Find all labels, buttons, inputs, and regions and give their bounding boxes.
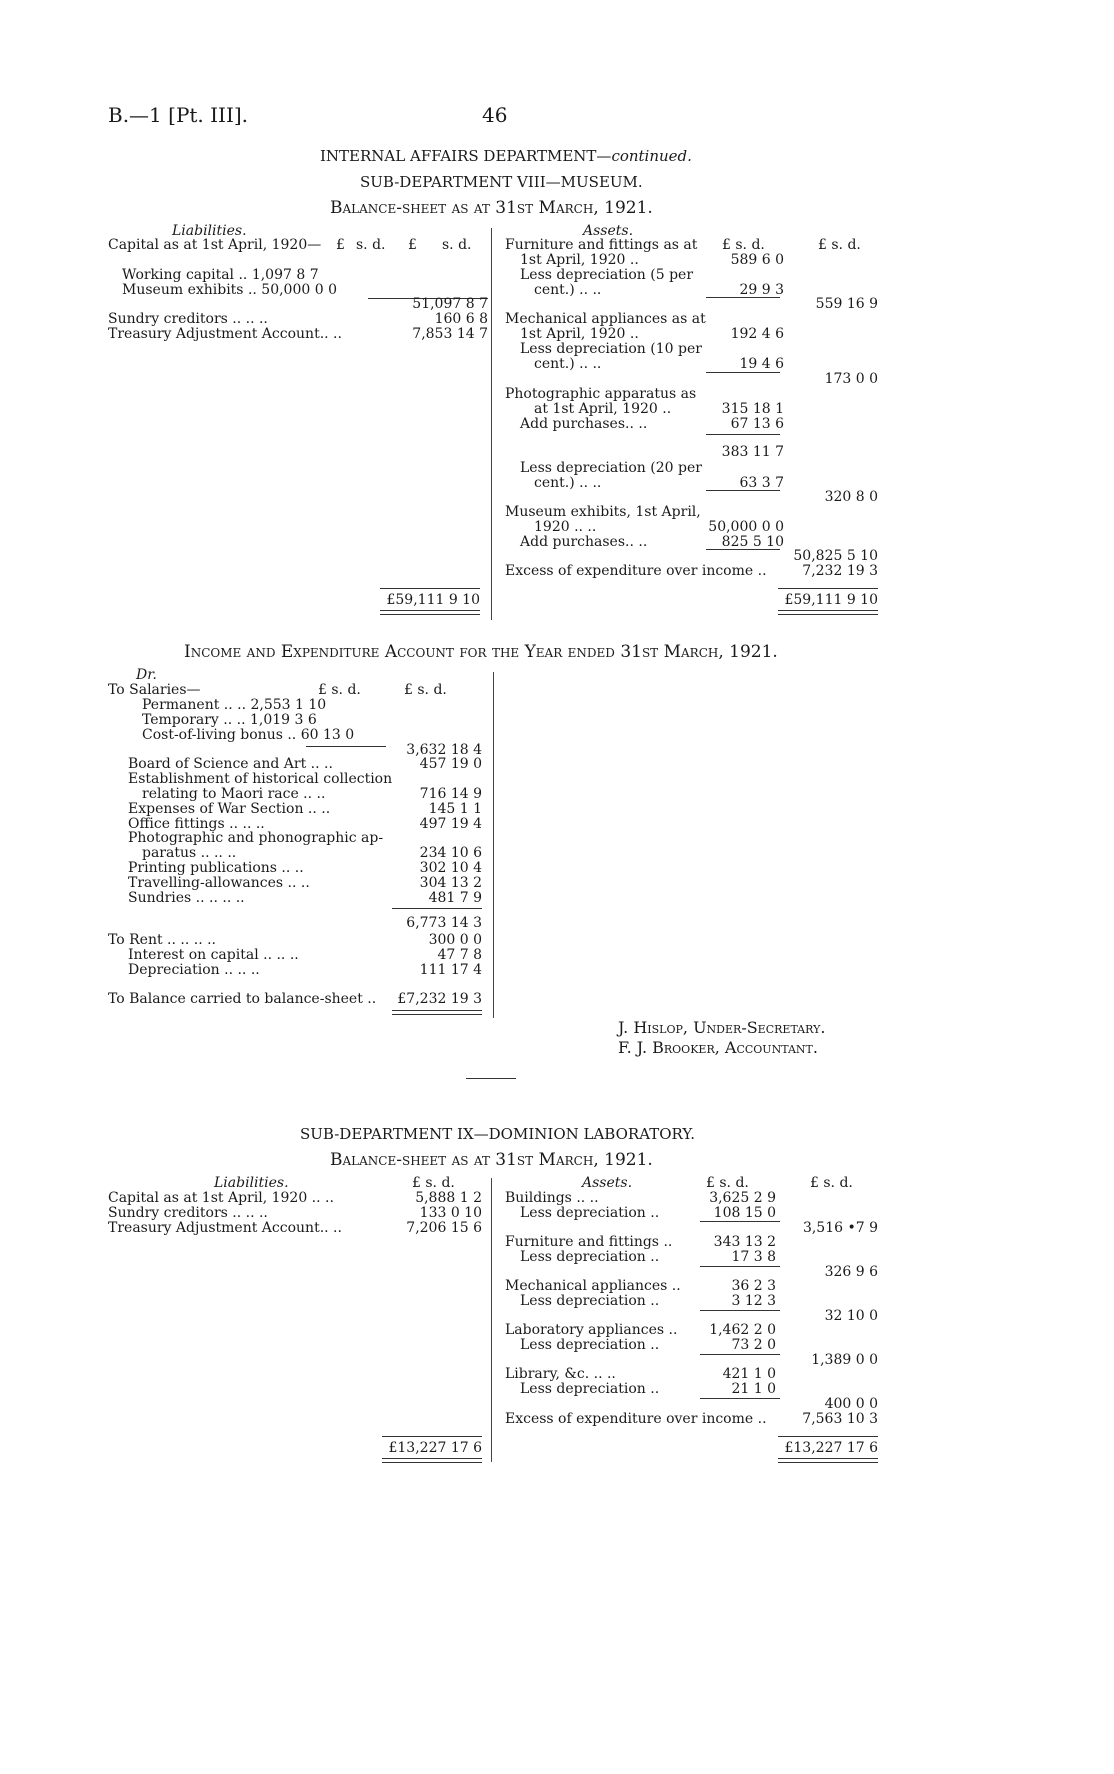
table-row: Board of Science and Art .. .. (128, 756, 333, 772)
table-row: Less depreciation .. (520, 1381, 660, 1397)
table-row: To Balance carried to balance-sheet .. (108, 991, 377, 1007)
subtotal-rule (392, 908, 482, 909)
page-number: 46 (482, 103, 508, 127)
liabilities-heading: Liabilities. (172, 223, 247, 239)
table-row: cent.) .. .. (534, 282, 602, 298)
table-row: Establishment of historical collection (128, 771, 393, 787)
table-row: Less depreciation .. (520, 1337, 660, 1353)
total-rule (380, 588, 480, 589)
row-value: 108 15 0 (713, 1205, 776, 1221)
assets-heading: Assets. (583, 223, 634, 239)
table-row: Less depreciation (5 per (520, 267, 694, 283)
row-value: 36 2 3 (731, 1278, 776, 1294)
table-row: Sundry creditors .. .. .. (108, 1205, 268, 1221)
table-row: Travelling-allowances .. .. (128, 875, 310, 891)
row-value: 315 18 1 (721, 401, 784, 417)
total-double-rule (392, 1010, 482, 1015)
table-row: 1920 .. .. (534, 519, 597, 535)
row-value: 716 14 9 (419, 786, 482, 802)
col-header-a: £ s. d. (706, 1175, 749, 1191)
column-divider (491, 228, 492, 620)
signature-accountant: F. J. Brooker, Accountant. (618, 1038, 818, 1057)
row-value: 825 5 10 (721, 534, 784, 550)
row-value: 7,853 14 7 (412, 326, 488, 342)
row-value: 383 11 7 (721, 444, 784, 460)
row-value: 481 7 9 (428, 890, 482, 906)
table-row: Less depreciation .. (520, 1249, 660, 1265)
table-row: at 1st April, 1920 .. (534, 401, 672, 417)
table-row (108, 237, 488, 253)
row-value: 3,632 18 4 (406, 742, 482, 758)
assets-total: £13,227 17 6 (784, 1440, 878, 1456)
col-header-b: £ s. d. (404, 682, 447, 698)
table-row: Depreciation .. .. .. (128, 962, 260, 978)
subtotal-rule (706, 490, 780, 491)
table-row: Museum exhibits, 1st April, (505, 504, 701, 520)
table-row: Less depreciation .. (520, 1293, 660, 1309)
row-value: 50,000 0 0 (708, 519, 784, 535)
table-row: paratus .. .. .. (142, 845, 237, 861)
col-sd: s. d. (442, 237, 472, 253)
subtotal-rule (700, 1310, 780, 1311)
row-total: 320 8 0 (824, 489, 878, 505)
row-value: 497 19 4 (419, 816, 482, 832)
table-row: Interest on capital .. .. .. (128, 947, 299, 963)
table-row: Cost-of-living bonus .. 60 13 0 (142, 727, 355, 743)
row-total: 50,825 5 10 (793, 548, 878, 564)
subtotal-rule (700, 1266, 780, 1267)
sub-dept-title: SUB-DEPARTMENT VIII—MUSEUM. (360, 173, 643, 191)
row-label: Capital as at 1st April, 1920— (108, 237, 322, 253)
row-value: 63 3 7 (739, 475, 784, 491)
row-value: 304 13 2 (419, 875, 482, 891)
subtotal-rule (706, 434, 780, 435)
table-row: 1st April, 1920 .. (520, 252, 639, 268)
col-sd: s. d. (356, 237, 386, 253)
row-value: 111 17 4 (419, 962, 482, 978)
balance-sheet-title: Balance-sheet as at 31st March, 1921. (330, 1150, 653, 1170)
income-expenditure-title: Income and Expenditure Account for the Year ended 31st March, 1921. (184, 642, 778, 662)
table-row: To Rent .. .. .. .. (108, 932, 217, 948)
table-row: To Salaries— (108, 682, 201, 698)
table-row: Laboratory appliances .. (505, 1322, 678, 1338)
table-row: cent.) .. .. (534, 475, 602, 491)
row-value: 343 13 2 (713, 1234, 776, 1250)
liabilities-total: £13,227 17 6 (388, 1440, 482, 1456)
table-row: Permanent .. .. 2,553 1 10 (142, 697, 327, 713)
row-value: 133 0 10 (419, 1205, 482, 1221)
subtotal-rule (706, 549, 780, 550)
subtotal-rule (306, 746, 386, 747)
table-row: Excess of expenditure over income .. (505, 1411, 767, 1427)
table-row: Photographic and phonographic ap- (128, 830, 384, 846)
table-row: Temporary .. .. 1,019 3 6 (142, 712, 317, 728)
table-row: Library, &c. .. .. (505, 1366, 616, 1382)
row-value: 457 19 0 (419, 756, 482, 772)
table-row: Office fittings .. .. .. (128, 816, 265, 832)
row-value: 145 1 1 (428, 801, 482, 817)
table-row: Furniture and fittings .. (505, 1234, 673, 1250)
table-row: Buildings .. .. (505, 1190, 599, 1206)
total-double-rule (382, 1458, 482, 1463)
row-total: 173 0 0 (824, 371, 878, 387)
subtotal-rule (700, 1398, 780, 1399)
row-value: 21 1 0 (731, 1381, 776, 1397)
row-total: 3,516 •7 9 (802, 1220, 878, 1236)
total-double-rule (380, 610, 480, 615)
row-value: 67 13 6 (730, 416, 784, 432)
table-row: Less depreciation .. (520, 1205, 660, 1221)
subtotal-value: 51,097 8 7 (412, 296, 488, 312)
subtotal-rule (700, 1221, 780, 1222)
assets-total: £59,111 9 10 (784, 592, 878, 608)
table-row: cent.) .. .. (534, 356, 602, 372)
row-value: 73 2 0 (731, 1337, 776, 1353)
dr-heading: Dr. (136, 667, 157, 683)
col-pound: £ (336, 237, 345, 253)
row-total: 7,563 10 3 (802, 1411, 878, 1427)
table-row: Sundry creditors .. .. .. (108, 311, 268, 327)
row-total: 326 9 6 (824, 1264, 878, 1280)
table-row: Treasury Adjustment Account.. .. (108, 326, 342, 342)
row-total: 7,232 19 3 (802, 563, 878, 579)
section-divider (466, 1078, 516, 1079)
liabilities-total: £59,111 9 10 (386, 592, 480, 608)
table-row: 1st April, 1920 .. (520, 326, 639, 342)
row-total: 400 0 0 (824, 1396, 878, 1412)
table-row: Working capital .. 1,097 8 7 (122, 267, 319, 283)
table-row: Add purchases.. .. (520, 534, 648, 550)
row-value: 192 4 6 (730, 326, 784, 342)
row-value: 7,206 15 6 (406, 1220, 482, 1236)
row-value: 302 10 4 (419, 860, 482, 876)
row-value: 3,625 2 9 (709, 1190, 776, 1206)
table-row: Add purchases.. .. (520, 416, 648, 432)
row-value: 5,888 1 2 (415, 1190, 482, 1206)
column-divider (491, 1178, 492, 1462)
row-value: 6,773 14 3 (406, 915, 482, 931)
row-value: 17 3 8 (731, 1249, 776, 1265)
table-row: Furniture and fittings as at (505, 237, 698, 253)
assets-heading: Assets. (582, 1175, 633, 1191)
row-value: 29 9 3 (739, 282, 784, 298)
table-row: Mechanical appliances .. (505, 1278, 681, 1294)
row-total: 32 10 0 (824, 1308, 878, 1324)
total-rule (778, 588, 878, 589)
row-value: 47 7 8 (437, 947, 482, 963)
total-double-rule (778, 1458, 878, 1463)
col-pound: £ (408, 237, 417, 253)
sub-dept-title: SUB-DEPARTMENT IX—DOMINION LABORATORY. (300, 1125, 696, 1143)
total-rule (778, 1436, 878, 1437)
col-header-b: £ s. d. (810, 1175, 853, 1191)
row-value: 589 6 0 (730, 252, 784, 268)
subtotal-rule (706, 372, 780, 373)
table-row: Treasury Adjustment Account.. .. (108, 1220, 342, 1236)
document-ref: B.—1 [Pt. III]. (108, 103, 249, 127)
table-row: Museum exhibits .. 50,000 0 0 (122, 282, 337, 298)
table-row: Photographic apparatus as (505, 386, 697, 402)
signature-under-secretary: J. Hislop, Under-Secretary. (618, 1018, 826, 1037)
col-header-a: £ s. d. (318, 682, 361, 698)
row-total: 559 16 9 (815, 296, 878, 312)
dept-title-continued: continued. (611, 147, 692, 165)
col-header: £ s. d. (412, 1175, 455, 1191)
row-value: £7,232 19 3 (397, 991, 482, 1007)
row-value: 1,462 2 0 (709, 1322, 776, 1338)
col-header-a: £ s. d. (722, 237, 765, 253)
row-total: 1,389 0 0 (811, 1352, 878, 1368)
table-row: Sundries .. .. .. .. (128, 890, 245, 906)
balance-sheet-title: Balance-sheet as at 31st March, 1921. (330, 198, 653, 218)
column-divider (493, 672, 494, 1018)
table-row: Expenses of War Section .. .. (128, 801, 331, 817)
subtotal-rule (700, 1354, 780, 1355)
row-value: 234 10 6 (419, 845, 482, 861)
row-value: 300 0 0 (428, 932, 482, 948)
table-row: Capital as at 1st April, 1920 .. .. (108, 1190, 334, 1206)
total-double-rule (778, 610, 878, 615)
row-value: 3 12 3 (731, 1293, 776, 1309)
row-value: 160 6 8 (434, 311, 488, 327)
col-header-b: £ s. d. (818, 237, 861, 253)
row-value: 421 1 0 (722, 1366, 776, 1382)
table-row: Excess of expenditure over income .. (505, 563, 767, 579)
table-row: relating to Maori race .. .. (142, 786, 326, 802)
table-row: Mechanical appliances as at (505, 311, 706, 327)
table-row: Less depreciation (20 per (520, 460, 702, 476)
subtotal-rule (706, 297, 780, 298)
table-row: Printing publications .. .. (128, 860, 304, 876)
liabilities-heading: Liabilities. (214, 1175, 289, 1191)
total-rule (382, 1436, 482, 1437)
dept-title (320, 148, 692, 164)
table-row: Less depreciation (10 per (520, 341, 702, 357)
dept-title-text: INTERNAL AFFAIRS DEPARTMENT— (320, 147, 612, 165)
row-value: 19 4 6 (739, 356, 784, 372)
